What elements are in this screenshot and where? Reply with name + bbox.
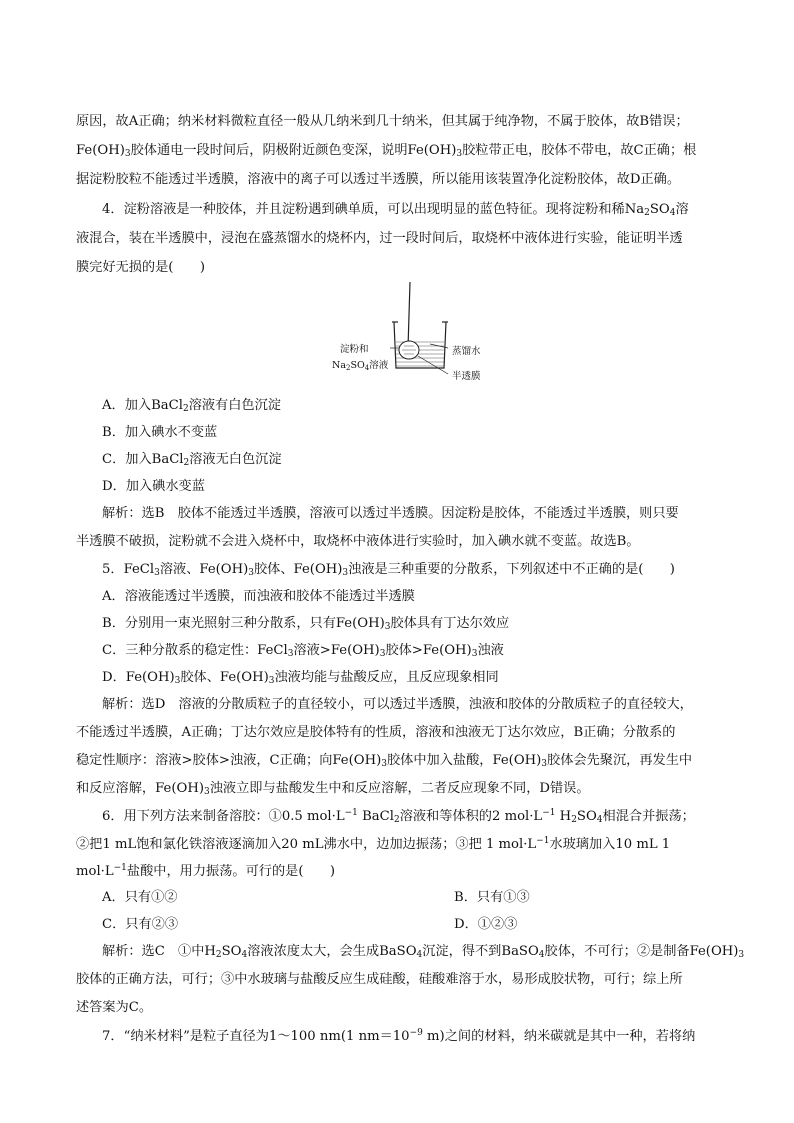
label-distilled-water: 蒸馏水 [452,346,481,357]
question-7-stem: 7．“纳米材料”是粒子直径为1～100 nm(1 $nm=10^{-9}$ m)之间的材料，纳米碳就是其中一种，若将纳 [102,1028,696,1044]
option-a: A．加入BaCl$_2$溶液有白色沉淀 [102,398,281,414]
question-4-stem: 4．淀粉溶液是一种胶体，并且淀粉遇到碘单质，可以出现明显的蓝色特征。现将淀粉和稀$Na_2SO_4$溶 [102,202,689,218]
option-c: C．加入BaCl$_2$溶液无白色沉淀 [102,452,282,468]
answer-6: 解析：选C ①中$H_2SO_4$溶液浓度太大，会生成BaSO$_4$沉淀，得不到BaSO$_4$胶体，不可行；②是制备$Fe(OH)_3$ [102,944,745,960]
option-b: B．分别用一束光照射三种分散系，只有$Fe(OH)_3$胶体具有丁达尔效应 [102,616,510,632]
answer-5: 不能透过半透膜，A正确；丁达尔效应是胶体特有的性质，溶液和浊液无丁达尔效应，B正确；分散系的 [76,725,676,740]
answer-5: 解析：选D 溶液的分散质粒子的直径较小，可以透过半透膜，浊液和胶体的分散质粒子的直径较大， [102,697,693,712]
option-d: D．$Fe(OH)_3$胶体、$Fe(OH)_3$浊液均能与盐酸反应，且反应现象相同 [102,670,499,686]
question-6-stem: 6．用下列方法来制备溶胶：①0.5 $mol\cdot L^{-1}$ BaCl$_2$溶液和等体积的2 $mol\cdot L^{-1}$ $H_2SO_4$相混合并振荡； [102,808,695,825]
answer-4: 半透膜不破损，淀粉就不会进入烧杯中，取烧杯中液体进行实验时，加入碘水就不变蓝。故选B。 [76,534,640,549]
answer-6: 述答案为C。 [76,1000,153,1015]
answer-6: 胶体的正确方法，可行；③中水玻璃与盐酸反应生成硅酸，硅酸难溶于水，易形成胶状物，可行；综上所 [76,972,683,987]
label-membrane: 半透膜 [452,371,481,382]
paragraph-line: 据淀粉胶粒不能透过半透膜，溶液中的离子可以透过半透膜，所以能用该装置净化淀粉胶体，故D正确。 [76,172,681,187]
label-na2so4: $Na_2SO_4$溶液 [332,360,389,372]
option-row [102,886,794,910]
answer-4: 解析：选B 胶体不能透过半透膜，溶液可以透过半透膜。因淀粉是胶体，不能透过半透膜，则只要 [102,506,679,521]
paragraph-line: $Fe(OH)_3$胶体通电一段时间后，阴极附近颜色变深，说明$Fe(OH)_3$胶粒带正电，胶体不带电，故C正确；根 [76,143,697,159]
question-4-stem: 液混合，装在半透膜中，浸泡在盛蒸馏水的烧杯内，过一段时间后，取烧杯中液体进行实验，能证明半透 [76,231,683,246]
question-6-stem: ②把1 mL饱和氯化铁溶液逐滴加入20 mL沸水中，边加边振荡；③把 1 $mol\cdot L^{-1}$水玻璃加入10 mL 1 [76,836,671,852]
option-b: B．只有①③ [454,890,530,905]
option-d: D．①②③ [454,917,518,932]
answer-5: 稳定性顺序：溶液>胶体>浊液，C正确；向$Fe(OH)_3$胶体中加入盐酸，$Fe(OH)_3$胶体会先聚沉，再发生中 [76,753,693,769]
question-5-stem: 5．FeCl$_3$溶液、$Fe(OH)_3$胶体、$Fe(OH)_3$浊液是三种重要的分散系，下列叙述中不正确的是( ) [102,562,675,578]
option-c: C．只有②③ [102,917,179,932]
option-a: A．只有①② [102,890,178,905]
question-4-stem: 膜完好无损的是( ) [76,260,205,275]
question-6-stem: $mol\cdot L^{-1}$盐酸中，用力振荡。可行的是( ) [76,863,336,879]
glass-rod [408,282,410,348]
beaker-dialysis-figure [320,278,500,390]
option-a: A．溶液能透过半透膜，而浊液和胶体不能透过半透膜 [102,589,415,604]
label-starch: 淀粉和 [340,344,369,355]
paragraph-line: 原因，故A正确；纳米材料微粒直径一般从几纳米到几十纳米，但其属于纯净物，不属于胶体，故B错误； [76,114,689,129]
answer-5: 和反应溶解，$Fe(OH)_3$浊液立即与盐酸发生中和反应溶解，二者反应现象不同，D错误。 [76,781,590,797]
option-row [102,913,794,937]
option-c: C．三种分散系的稳定性：FeCl$_3$溶液$>Fe(OH)_3$胶体$>Fe(OH)_3$浊液 [102,643,504,659]
option-b: B．加入碘水不变蓝 [102,425,218,440]
option-d: D．加入碘水变蓝 [102,479,205,494]
